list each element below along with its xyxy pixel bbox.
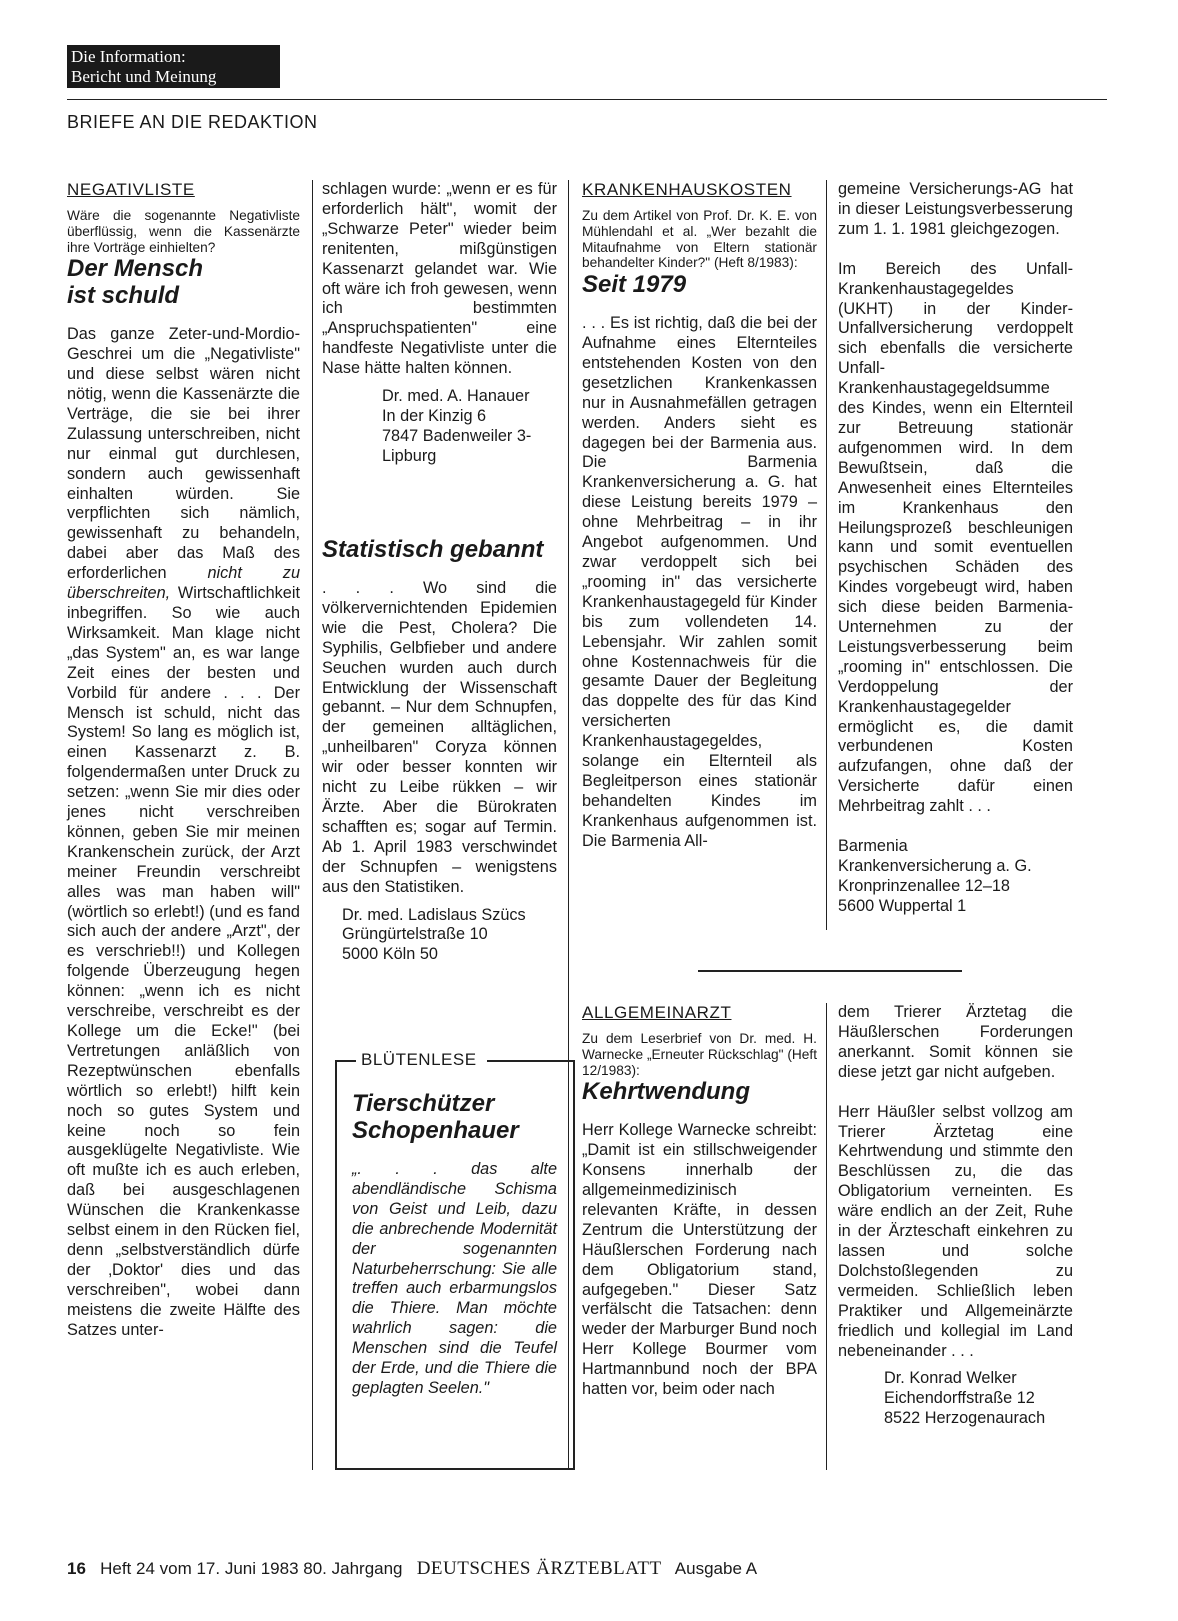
- edition: Ausgabe A: [674, 1559, 758, 1578]
- badge-line-2: Bericht und Meinung: [71, 67, 217, 86]
- body-emphasis: nicht zu überschreiten,: [67, 564, 300, 603]
- signature: [322, 906, 557, 966]
- badge-line-1: Die Information:: [71, 47, 186, 66]
- letter-heading: ALLGEMEINARZT: [582, 1003, 732, 1022]
- letter-allgemeinarzt-continued: [838, 1003, 1073, 1429]
- letter-heading: KRANKENHAUSKOSTEN: [582, 180, 792, 199]
- letter-negativliste-continued: [322, 180, 557, 467]
- letter-body-paragraph: Im Bereich des Unfall-Krankenhaustagegeldes (UKHT) in der Kinder-Unfallversicherung verdoppelt sich ebenfalls die versicherte Unfall-Krankenhaustagegeldsumme des Kindes, wenn ein Elternteil zur Betreuung stationär aufgenommen wird. In dem Bewußtsein, daß die Anwesenheit eines Elternteiles im Krankenhaus den Heilungsprozeß beschleunigen kann und somit eventuellen psychischen Schäden des Kindes vorgebeugt wird, haben sich diese beiden Barmenia-Unternehmen zu der Leistungsverbesserung beim „rooming in" entschlossen. Die Verdoppelung der Krankenhaustagegelder ermöglicht es, die damit verbundenen Kosten aufzufangen, ohne daß der Versicherte dafür einen Mehrbeitrag zahlt . . .: [838, 259, 1073, 816]
- journal-name: DEUTSCHES ÄRZTEBLATT: [416, 1558, 662, 1579]
- letter-intro: Zu dem Artikel von Prof. Dr. K. E. von Mühlendahl et al. „Wer bezahlt die Mitaufnahme von Eltern stationär behandelter Kinder?" (Heft 8/1983):: [582, 207, 817, 271]
- title-line-1: Der Mensch: [67, 255, 204, 283]
- signature-name: Dr. med. Ladislaus Szücs: [342, 905, 526, 924]
- signature: [838, 837, 1073, 917]
- signature-street: Grüngürtelstraße 10: [342, 925, 488, 944]
- top-rule: [67, 99, 1107, 100]
- issue-info: Heft 24 vom 17. Juni 1983 80. Jahrgang: [100, 1559, 403, 1578]
- letter-allgemeinarzt: [582, 1003, 817, 1400]
- column-rule-1: [312, 180, 313, 1470]
- signature-street: Kronprinzenallee 12–18: [838, 876, 1010, 895]
- box-title: [352, 1090, 557, 1144]
- signature-name: Dr. med. A. Hanauer: [382, 387, 530, 406]
- section-title: BRIEFE AN DIE REDAKTION: [67, 112, 318, 132]
- signature-city: 7847 Badenweiler 3-: [382, 426, 532, 445]
- letter-title: Statistisch gebannt: [322, 536, 544, 563]
- signature: [838, 1369, 1073, 1429]
- signature-street: In der Kinzig 6: [382, 406, 487, 425]
- letter-statistisch: [322, 536, 557, 965]
- letter-title: Seit 1979: [582, 271, 687, 299]
- letter-krankenhauskosten: [582, 180, 817, 852]
- letter-title: [67, 255, 300, 309]
- title-line-1: Tierschützer: [352, 1090, 495, 1117]
- title-line-2: ist schuld: [67, 282, 180, 310]
- body-part-a: Das ganze Zeter-und-Mordio-Geschrei um die „Negativliste" und diese selbst wären nicht nötig, wenn die Kassenärzte die Verträge, die sie bei ihrer Zulassung unterschreiben, nicht nur einmal gut durchlesen, sondern auch gewissenhaft einhalten würden. Sie verpflichten sich nämlich, gewissenhaft zu behandeln, dabei aber das Maß des erforderlichen: [67, 325, 300, 583]
- page-number: 16: [67, 1559, 86, 1578]
- letter-heading: NEGATIVLISTE: [67, 180, 195, 199]
- letter-body-continued: schlagen wurde: „wenn er es für erforderlich hält", womit der „Schwarze Peter" wieder beim renitenten, mißgünstigen Kassenarzt gelandet war. Wie oft wäre ich froh gewesen, wenn ich bestimmten „Anspruchspatienten" eine handfeste Negativliste unter die Nase hätte halten können.: [322, 180, 557, 378]
- signature-city: 8522 Herzogenaurach: [884, 1409, 1046, 1428]
- signature-company: Krankenversicherung a. G.: [838, 857, 1032, 875]
- box-label: BLÜTENLESE: [358, 1050, 480, 1070]
- column-rule-3: [826, 180, 827, 930]
- section-badge: [67, 45, 280, 88]
- column-rule-4: [826, 1003, 827, 1470]
- signature-city: 5000 Köln 50: [342, 945, 438, 964]
- letter-body-continued: dem Trierer Ärztetag die Häußlerschen Forderungen anerkannt. Somit können sie diese jetzt gar nicht aufgeben.: [838, 1003, 1073, 1081]
- bluetenlese-content: [352, 1090, 557, 1399]
- letter-krankenhauskosten-continued: [838, 180, 1073, 917]
- box-quote: „. . . das alte abendländische Schisma von Geist und Leib, dazu die anbrechende Modernität der sogenannten Naturbeherrschung: Sie alle treffen auch erbarmungslos die Thiere. Man möchte wahrlich sagen: die Menschen sind die Teufel der Erde, und die Thiere die geplagten Seelen.": [352, 1160, 557, 1397]
- letter-title: Kehrtwendung: [582, 1078, 750, 1106]
- signature: [322, 387, 557, 467]
- column-rule-2: [568, 180, 569, 1470]
- body-part-b: Wirtschaftlichkeit inbegriffen. So wie auch Wirksamkeit. Man klage nicht „das System" an, es war lange Zeit eines der besten und Vorbild für andere . . . Der Mensch ist schuld, nicht das System! So lang es möglich ist, einen Kassenarzt z. B. folgendermaßen unter Druck zu setzen: „wenn Sie mir dies oder jenes nicht verschreiben können, geben Sie mir meinen Krankenschein zurück, der Arzt meiner Freundin verschreibt alles was man haben will" (wörtlich so erlebt!) (und es fand sich auch der andere „Arzt", der es verschrieb!!) und Kollegen folgende Überzeugung hegen können: „wenn ich es nicht verschreibe, verschreibt es der Kollege um die Ecke!" (bei Vertretungen anläßlich von Rezeptwünschen ebenfalls wörtlich so erlebt!) hilft kein noch so gutes System und keine noch so fein ausgeklügelte Negativliste. Wie oft mußte ich es auch erleben, daß bei ausgeschlagenen Wünschen die Krankenkasse selbst einem in den Rücken fiel, denn „selbstverständlich dürfe der ‚Doktor' dies und das verschreiben", wobei dann meistens die zweite Hälfte des Satzes unter-: [67, 584, 300, 1339]
- letter-body: . . . Es ist richtig, daß die bei der Aufnahme eines Elternteiles entstehenden Kosten von den gesetzlichen Krankenkassen nur in Ausnahmefällen getragen werden. Anders sieht es dagegen bei der Barmenia aus. Die Barmenia Krankenversicherung a. G. hat diese Leistung bereits 1979 – ohne Mehrbeitrag – in ihr Angebot aufgenommen. Und zwar verdoppelt sich bei „rooming in" das versicherte Krankenhaustagegeld für Kinder bis zum vollendeten 14. Lebensjahr. Wir zahlen somit ohne Kostennachweis für die gesamte Dauer der Begleitung das doppelte des für das Kind versicherten Krankenhaustagegeldes, solange ein Elternteil als Begleitperson eines stationär behandelten Kindes im Krankenhaus aufgenommen ist. Die Barmenia All-: [582, 314, 817, 850]
- letter-intro: Wäre die sogenannte Negativliste überflüssig, wenn die Kassenärzte ihre Vorträge einhielten?: [67, 207, 300, 255]
- letter-body-continued: gemeine Versicherungs-AG hat in dieser Leistungsverbesserung zum 1. 1. 1981 gleichgezogen.: [838, 180, 1073, 238]
- letter-negativliste: [67, 180, 300, 1341]
- letter-intro: Zu dem Leserbrief von Dr. med. H. Warnecke „Erneuter Rückschlag" (Heft 12/1983):: [582, 1030, 817, 1078]
- signature-name: Barmenia: [838, 837, 908, 856]
- signature-street: Eichendorffstraße 12: [884, 1389, 1035, 1408]
- title-line-2: Schopenhauer: [352, 1117, 519, 1144]
- page-footer: [67, 1558, 757, 1580]
- letter-body: Herr Kollege Warnecke schreibt: „Damit ist ein stillschweigender Konsens innerhalb der allgemeinmedizinisch relevanten Kräfte, in dessen Zentrum die Unterstützung der Häußlerschen Forderung nach dem Obligatorium stand, aufgegeben." Dieser Satz verfälscht die Tatsachen: denn weder der Marburger Bund noch Herr Kollege Bourmer vom Hartmannbund noch der BPA hatten vor, beim oder nach: [582, 1121, 817, 1399]
- letter-body: . . . Wo sind die völkervernichtenden Epidemien wie die Pest, Cholera? Die Syphilis, Gelbfieber und andere Seuchen wurden auch durch Entwicklung der Wissenschaft gebannt. – Nur dem Schnupfen, der gemeinen alltäglichen, „unheilbaren" Coryza können wir oder besser konnten wir nicht zu Leibe rükken – wir Ärzte. Aber die Bürokraten schafften es; sogar auf Termin. Ab 1. April 1983 verschwindet der Schnupfen – wenigstens aus den Statistiken.: [322, 579, 557, 896]
- signature-district: Lipburg: [382, 446, 437, 465]
- letter-body-paragraph: Herr Häußler selbst vollzog am Trierer Ärztetag eine Kehrtwendung und stimmte den Beschlüssen zu, die das Obligatorium verneinten. Es wäre endlich an der Zeit, Ruhe in der Ärzteschaft einkehren zu lassen und solche Dolchstoßlegenden zu vermeiden. Schließlich leben Praktiker und Allgemeinärzte friedlich und kollegial im Land nebeneinander . . .: [838, 1102, 1073, 1360]
- signature-city: 5600 Wuppertal 1: [838, 896, 967, 915]
- section-divider: [698, 970, 962, 972]
- signature-name: Dr. Konrad Welker: [884, 1369, 1017, 1388]
- letter-body: [67, 325, 300, 1340]
